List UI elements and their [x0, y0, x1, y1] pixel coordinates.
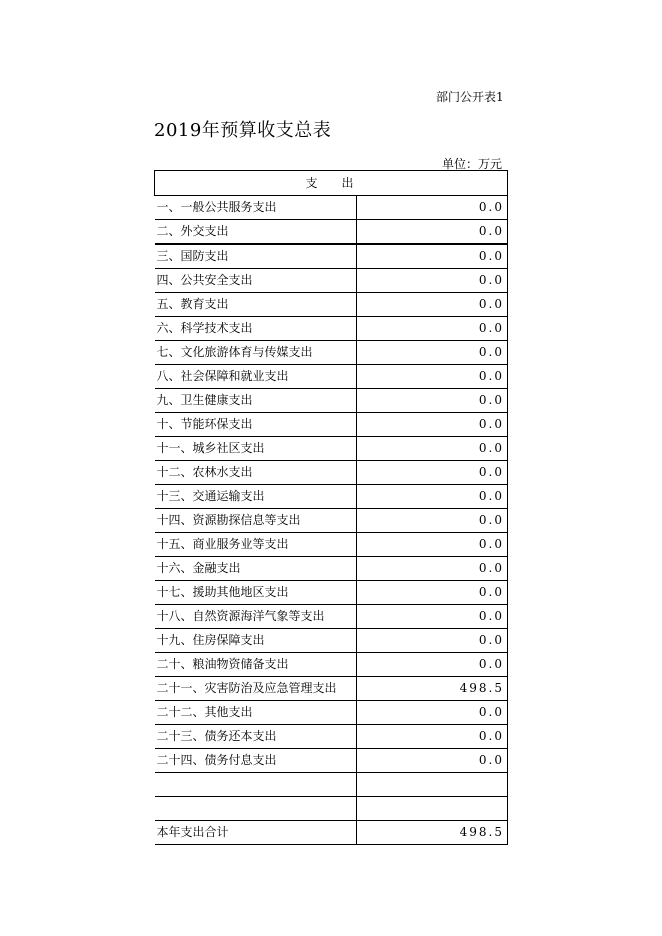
sheet-label: 部门公开表1: [436, 90, 504, 104]
expenditure-amount-cell: 0.0: [357, 220, 508, 245]
expenditure-amount-cell: 498.5: [357, 677, 508, 701]
expenditure-item-cell: 十一、城乡社区支出: [155, 437, 357, 461]
expenditure-item-cell: 一、一般公共服务支出: [155, 196, 357, 220]
expenditure-amount-cell: 0.0: [357, 485, 508, 509]
expenditure-amount-cell: 0.0: [357, 557, 508, 581]
expenditure-amount-cell: 0.0: [357, 293, 508, 317]
unit-label: 单位：万元: [442, 157, 503, 171]
expenditure-amount-cell: 0.0: [357, 509, 508, 533]
expenditure-amount-cell: 0.0: [357, 269, 508, 293]
expenditure-amount-cell: 0.0: [357, 389, 508, 413]
table-row: [155, 341, 508, 365]
expenditure-item-cell: 十三、交通运输支出: [155, 485, 357, 509]
expenditure-item-cell: 十八、自然资源海洋气象等支出: [155, 605, 357, 629]
expenditure-item-cell: [155, 797, 357, 821]
expenditure-amount-cell: 0.0: [357, 749, 508, 773]
expenditure-amount-cell: 0.0: [357, 533, 508, 557]
expenditure-item-cell: 十、节能环保支出: [155, 413, 357, 437]
expenditure-item-cell: 十九、住房保障支出: [155, 629, 357, 653]
expenditure-amount-cell: 0.0: [357, 461, 508, 485]
table-row: [155, 605, 508, 629]
table-row: [155, 509, 508, 533]
expenditure-item-cell: [155, 773, 357, 797]
expenditure-item-cell: 十四、资源勘探信息等支出: [155, 509, 357, 533]
expenditure-item-cell: 二十二、其他支出: [155, 701, 357, 725]
expenditure-item-cell: 十五、商业服务业等支出: [155, 533, 357, 557]
expenditure-amount-cell: 0.0: [357, 605, 508, 629]
expenditure-item-cell: 五、教育支出: [155, 293, 357, 317]
table-row: [155, 773, 508, 797]
table-body: [155, 196, 508, 845]
expenditure-item-cell: 十六、金融支出: [155, 557, 357, 581]
expenditure-amount-cell: 0.0: [357, 317, 508, 341]
expenditure-amount-cell: 0.0: [357, 725, 508, 749]
table-row: [155, 677, 508, 701]
table-row: [155, 365, 508, 389]
table-row: [155, 533, 508, 557]
budget-table: [154, 170, 508, 845]
expenditure-amount-cell: [357, 797, 508, 821]
table-row: [155, 701, 508, 725]
column-header-expenditure: 支出: [155, 171, 508, 196]
table-row: [155, 797, 508, 821]
table-row: [155, 244, 508, 269]
table-row: [155, 725, 508, 749]
table-row: [155, 389, 508, 413]
expenditure-amount-cell: 0.0: [357, 629, 508, 653]
table-header-row: [155, 171, 508, 196]
table-row: [155, 220, 508, 245]
expenditure-item-cell: 二十三、债务还本支出: [155, 725, 357, 749]
table-row: [155, 557, 508, 581]
expenditure-amount-cell: 0.0: [357, 196, 508, 220]
expenditure-amount-cell: 0.0: [357, 341, 508, 365]
expenditure-amount-cell: 0.0: [357, 413, 508, 437]
expenditure-item-cell: 七、文化旅游体育与传媒支出: [155, 341, 357, 365]
table-row: [155, 461, 508, 485]
expenditure-item-cell: 四、公共安全支出: [155, 269, 357, 293]
expenditure-amount-cell: [357, 773, 508, 797]
total-label-cell: 本年支出合计: [155, 821, 357, 845]
table-row: [155, 269, 508, 293]
total-row: [155, 821, 508, 845]
expenditure-item-cell: 十二、农林水支出: [155, 461, 357, 485]
expenditure-item-cell: 二十一、灾害防治及应急管理支出: [155, 677, 357, 701]
expenditure-item-cell: 十七、援助其他地区支出: [155, 581, 357, 605]
expenditure-item-cell: 二十、粮油物资储备支出: [155, 653, 357, 677]
expenditure-item-cell: 二十四、债务付息支出: [155, 749, 357, 773]
expenditure-amount-cell: 0.0: [357, 581, 508, 605]
table-row: [155, 485, 508, 509]
total-amount-cell: 498.5: [357, 821, 508, 845]
expenditure-amount-cell: 0.0: [357, 244, 508, 269]
expenditure-item-cell: 二、外交支出: [155, 220, 357, 245]
expenditure-amount-cell: 0.0: [357, 653, 508, 677]
expenditure-item-cell: 八、社会保障和就业支出: [155, 365, 357, 389]
expenditure-amount-cell: 0.0: [357, 437, 508, 461]
table-row: [155, 629, 508, 653]
table-row: [155, 749, 508, 773]
expenditure-amount-cell: 0.0: [357, 365, 508, 389]
table-row: [155, 437, 508, 461]
table-row: [155, 293, 508, 317]
expenditure-amount-cell: 0.0: [357, 701, 508, 725]
table-row: [155, 196, 508, 220]
table-row: [155, 653, 508, 677]
page-title: 2019年预算收支总表: [154, 120, 332, 141]
table-row: [155, 581, 508, 605]
expenditure-item-cell: 三、国防支出: [155, 244, 357, 269]
table-row: [155, 413, 508, 437]
expenditure-item-cell: 九、卫生健康支出: [155, 389, 357, 413]
expenditure-item-cell: 六、科学技术支出: [155, 317, 357, 341]
table-row: [155, 317, 508, 341]
